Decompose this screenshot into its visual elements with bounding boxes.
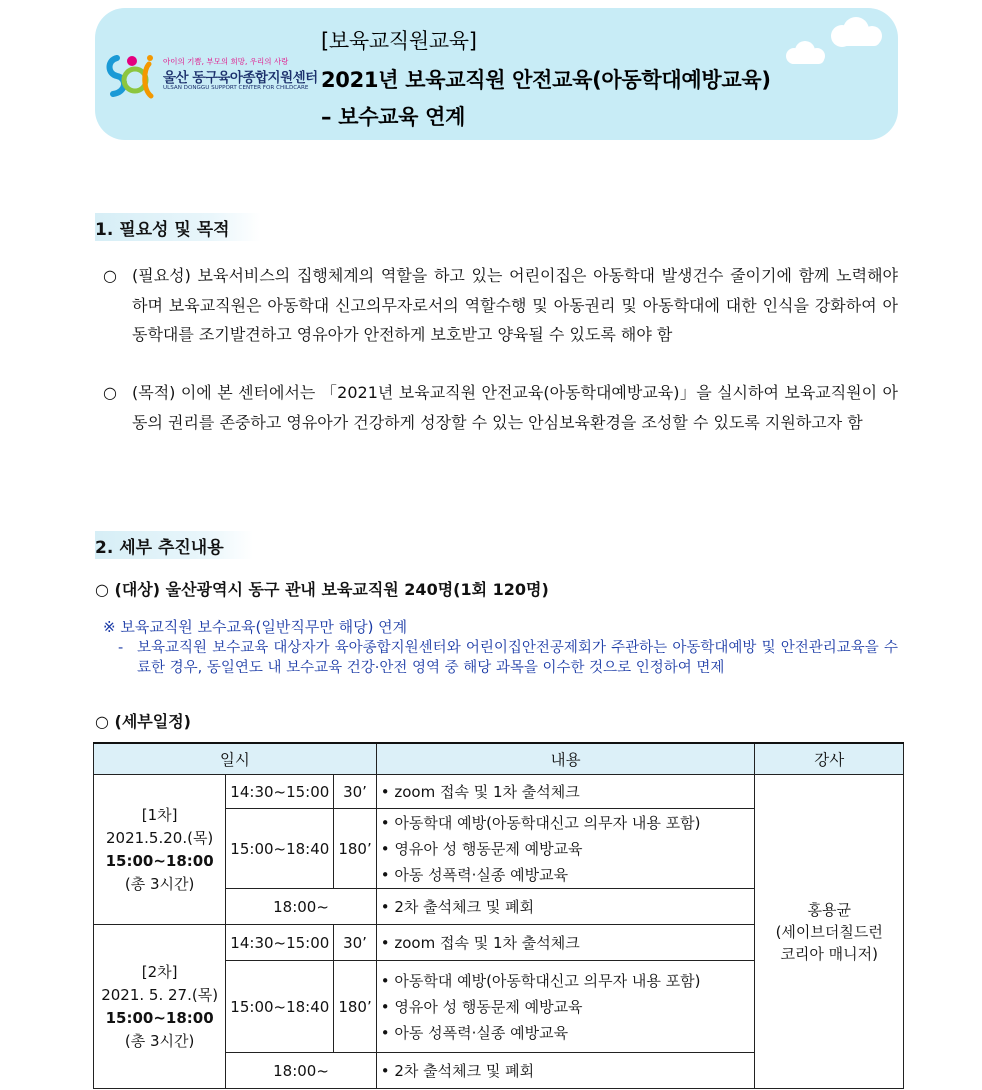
row-content xyxy=(376,961,755,1053)
paragraph-text: (필요성) 보육서비스의 집행체계의 역할을 하고 있는 어린이집은 아동학대 발생건수 줄이기에 함께 노력해야 하며 보육교직원은 아동학대 신고의무자로서의 역할수행 및 아동권리 및 아동학대에 대한 인식을 강화하여 아동학대를 조기발견하고 영유아가 안전하게 보호받고 양육될 수 있도록 해야 함 xyxy=(132,266,898,344)
schedule-label: ○ (세부일정) xyxy=(95,712,191,731)
doc-title: 2021년 보육교직원 안전교육(아동학대예방교육) xyxy=(321,68,771,92)
content-item: • 아동 성폭력·실종 예방교육 xyxy=(381,1020,751,1046)
lecturer-org-2: 코리아 매니저) xyxy=(780,944,878,963)
row-content xyxy=(376,1053,755,1089)
row-time: 14:30~15:00 xyxy=(226,925,334,961)
row-time: 18:00~ xyxy=(226,1053,376,1089)
content-item: • 아동학대 예방(아동학대신고 의무자 내용 포함) xyxy=(381,968,751,994)
center-logo xyxy=(103,50,318,106)
content-item: • zoom 접속 및 1차 출석체크 xyxy=(381,779,751,805)
header-lecturer: 강사 xyxy=(755,743,904,775)
doc-subtitle: – 보수교육 연계 xyxy=(321,105,466,129)
row-time: 15:00~18:40 xyxy=(226,809,334,889)
paragraph-text: (목적) 이에 본 센터에서는 「2021년 보육교직원 안전교육(아동학대예방교육)」을 실시하여 보육교직원이 아동의 권리를 존중하고 영유아가 건강하게 성장할 수 있는 안심보육환경을 조성할 수 있도록 지원하고자 함 xyxy=(132,383,898,432)
content-item: • 2차 출석체크 및 폐회 xyxy=(381,1058,751,1084)
section-heading-purpose: 1. 필요성 및 목적 xyxy=(95,213,261,241)
logo-slogan: 아이의 기쁨, 부모의 희망, 우리의 사랑 xyxy=(163,57,289,66)
circle-bullet-icon: ○ xyxy=(103,383,117,402)
session-time: 15:00~18:00 xyxy=(105,851,214,870)
note-detail-text: 보육교직원 보수교육 대상자가 육아종합지원센터와 어린이집안전공제회가 주관하는 아동학대예방 및 안전관리교육을 수료한 경우, 동일연도 내 보수교육 건강·안전 영역 중 해당 과목을 이수한 것으로 인정하여 면제 xyxy=(137,640,898,676)
content-item: • 영유아 성 행동문제 예방교육 xyxy=(381,994,751,1020)
logo-name: 울산 동구육아종합지원센터 xyxy=(163,70,318,86)
row-time: 15:00~18:40 xyxy=(226,961,334,1053)
logo-english: ULSAN DONGGU SUPPORT CENTER FOR CHILDCARE xyxy=(163,85,309,91)
paragraph-purpose xyxy=(103,378,898,437)
row-duration: 180’ xyxy=(334,809,376,889)
content-item: • 영유아 성 행동문제 예방교육 xyxy=(381,836,751,862)
row-content xyxy=(376,889,755,925)
lecturer-org-1: (세이브더칠드런 xyxy=(775,922,883,941)
content-item: • 2차 출석체크 및 폐회 xyxy=(381,894,751,920)
content-item: • zoom 접속 및 1차 출석체크 xyxy=(381,930,751,956)
session-total: (총 3시간) xyxy=(124,874,195,893)
session-name: [1차] xyxy=(141,805,178,824)
session-2-info xyxy=(94,925,226,1089)
header-banner xyxy=(95,8,898,140)
row-duration: 30’ xyxy=(334,925,376,961)
circle-bullet-icon: ○ xyxy=(103,266,117,285)
table-header-row xyxy=(94,743,904,775)
session-date: 2021. 5. 27.(목) xyxy=(101,985,219,1004)
row-content xyxy=(376,925,755,961)
session-total: (총 3시간) xyxy=(124,1031,195,1050)
row-time: 14:30~15:00 xyxy=(226,775,334,809)
session-1-info xyxy=(94,775,226,925)
row-content xyxy=(376,809,755,889)
dash-bullet: - xyxy=(118,640,124,656)
header-content: 내용 xyxy=(376,743,755,775)
note-training-link: ※ 보육교직원 보수교육(일반직무만 해당) 연계 xyxy=(103,618,408,636)
target-audience: ○ (대상) 울산광역시 동구 관내 보육교직원 240명(1회 120명) xyxy=(95,580,549,599)
row-time: 18:00~ xyxy=(226,889,376,925)
paragraph-necessity xyxy=(103,261,898,350)
table-row xyxy=(94,775,904,809)
session-name: [2차] xyxy=(141,962,178,981)
cloud-icon xyxy=(780,14,890,74)
row-duration: 180’ xyxy=(334,961,376,1053)
session-time: 15:00~18:00 xyxy=(105,1008,214,1027)
doc-category: [보육교직원교육] xyxy=(321,29,477,53)
lecturer-cell xyxy=(755,775,904,1089)
header-date: 일시 xyxy=(94,743,377,775)
content-item: • 아동 성폭력·실종 예방교육 xyxy=(381,862,751,888)
session-date: 2021.5.20.(목) xyxy=(105,828,214,847)
logo-mark-icon xyxy=(103,50,159,102)
content-item: • 아동학대 예방(아동학대신고 의무자 내용 포함) xyxy=(381,810,751,836)
note-detail xyxy=(118,638,898,678)
row-duration: 30’ xyxy=(334,775,376,809)
row-content xyxy=(376,775,755,809)
lecturer-name: 홍용균 xyxy=(807,900,851,919)
section-heading-details: 2. 세부 추진내용 xyxy=(95,531,253,559)
schedule-table xyxy=(93,742,904,1089)
